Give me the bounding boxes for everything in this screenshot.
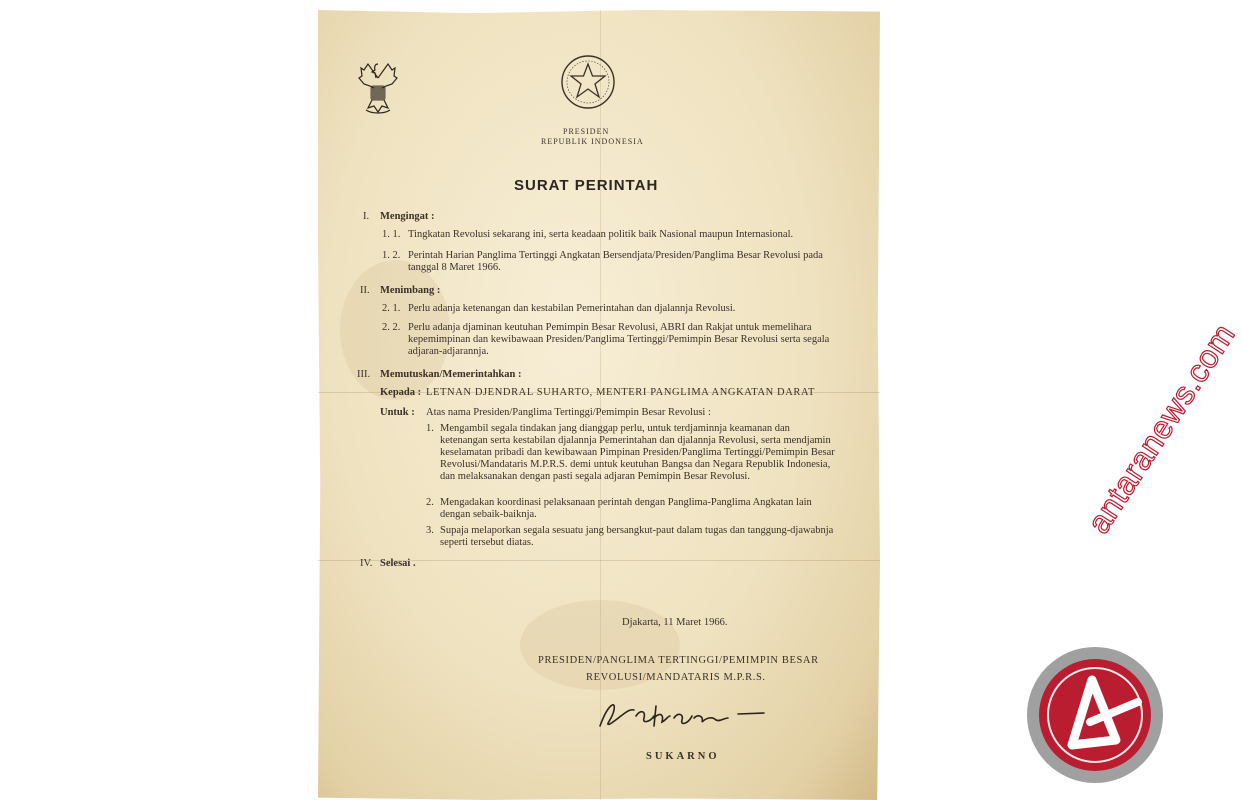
section-3-heading: Memutuskan/Memerintahkan : — [380, 369, 522, 380]
section-4-heading: Selesai . — [380, 558, 416, 569]
section-2-number: II. — [360, 285, 370, 296]
document-title: SURAT PERINTAH — [514, 177, 659, 194]
item-text: Perintah Harian Panglima Tertinggi Angkatan Bersendjata/Presiden/Panglima Besar Revolusi pada tanggal 8 Maret 1966. — [408, 250, 823, 273]
place-date: Djakarta, 11 Maret 1966. — [622, 617, 728, 628]
untuk-value: Atas nama Presiden/Panglima Tertinggi/Pemimpin Besar Revolusi : — [426, 407, 711, 418]
garuda-emblem-icon — [358, 58, 398, 116]
office-line-1: PRESIDEN — [563, 127, 610, 136]
item-number: 2. 2. — [382, 322, 401, 333]
signatory-name: SUKARNO — [646, 751, 720, 762]
office-line-2: REPUBLIK INDONESIA — [541, 137, 644, 146]
item-number: 1. 2. — [382, 250, 401, 261]
kepada-label: Kepada : — [380, 387, 422, 398]
kepada-value: LETNAN DJENDRAL SUHARTO, MENTERI PANGLIMA ANGKATAN DARAT — [426, 387, 816, 398]
order-number: 2. — [426, 497, 434, 508]
antara-logo-icon — [1020, 640, 1170, 790]
handwritten-signature — [594, 696, 794, 736]
item-number: 2. 1. — [382, 303, 401, 314]
order-number: 1. — [426, 423, 434, 434]
watermark-text: antaranews.com — [1080, 317, 1242, 540]
item-number: 1. 1. — [382, 229, 401, 240]
section-1-heading: Mengingat : — [380, 211, 435, 222]
item-text: Perlu adanja djaminan keutuhan Pemimpin Besar Revolusi, ABRI dan Rakjat untuk memelihara kepemimpinan dan kewibawaan Presiden/Panglima Tertinggi/Pemimpin Besar Revolusi serta segala adjaran-adjarannja. — [408, 322, 830, 357]
order-text: Mengambil segala tindakan jang dianggap perlu, untuk terdjaminnja keamanan dan ketenangan serta kestabilan djalannja Pemerintahan dan djalannja Revolusi, serta mendjamin keselamatan pribadi dan kewibawaan Pimpinan Presiden/Panglima Tertinggi/Pemimpin Besar Revolusi/Mandataris M.P.R.S. demi untuk keutuhan Bangsa dan Negara Republik Indonesia, dan melaksanakan dengan pasti segala adjaran Pemimpin Besar Revolusi. — [440, 423, 835, 482]
item-text: Tingkatan Revolusi sekarang ini, serta keadaan politik baik Nasional maupun Internasional. — [408, 229, 794, 240]
section-4-number: IV. — [360, 558, 373, 569]
section-2-heading: Menimbang : — [380, 285, 441, 296]
order-text: Mengadakan koordinasi pelaksanaan perintah dengan Panglima-Panglima Angkatan lain dengan sebaik-baiknja. — [440, 497, 812, 520]
signatory-title-line-1: PRESIDEN/PANGLIMA TERTINGGI/PEMIMPIN BESAR — [538, 655, 819, 666]
section-1-number: I. — [363, 211, 370, 222]
untuk-label: Untuk : — [380, 407, 415, 418]
signatory-title-line-2: REVOLUSI/MANDATARIS M.P.R.S. — [586, 672, 766, 683]
order-number: 3. — [426, 525, 434, 536]
order-text: Supaja melaporkan segala sesuatu jang bersangkut-paut dalam tugas dan tanggung-djawabnja seperti tersebut diatas. — [440, 525, 834, 548]
presidential-seal-icon — [560, 54, 616, 110]
section-3-number: III. — [357, 369, 371, 380]
item-text: Perlu adanja ketenangan dan kestabilan Pemerintahan dan djalannja Revolusi. — [408, 303, 736, 314]
